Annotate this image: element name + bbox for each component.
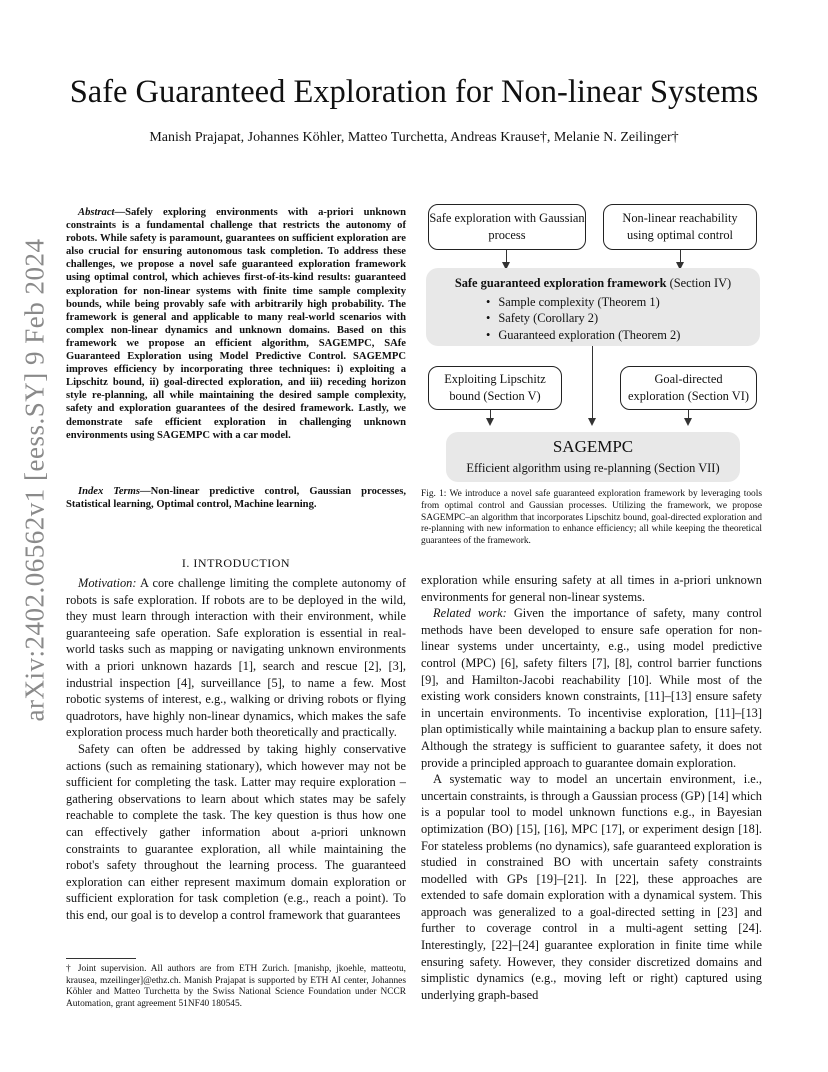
- framework-diagram: [420, 200, 765, 483]
- index-terms: [66, 485, 406, 511]
- framework-ref: (Section IV): [669, 276, 732, 290]
- author-list: Manish Prajapat, Johannes Köhler, Matteo Turchetta, Andreas Krause†, Melanie N. Zeilinger†: [149, 130, 679, 145]
- abstract-text: —Safely exploring environments with a-priori unknown constraints is a fundamental challenge that restricts the autonomy of robots. While safety is paramount, guarantees on sufficient exploration are also crucial for ensuring autonomous task completion. To address these challenges, we propose a novel safe guaranteed exploration framework using optimal control, which achieves first-of-its-kind results: guaranteed exploration for non-linear systems with finite time sample complexity bounds, while being provably safe with arbitrarily high probability. The framework is general and applicable to many real-world scenarios with complex non-linear dynamics and unknown domains. Based on this framework we propose an efficient algorithm, SAGEMPC, SAfe Guaranteed Exploration using Model Predictive Control. SAGEMPC improves efficiency by incorporating three techniques: i) exploiting a Lipschitz bound, ii) goal-directed exploration, and iii) receding horizon style re-planning, all while maintaining the desired sample complexity, safety and exploration guarantees of the desired framework. Lastly, we demonstrate safe efficient exploration in challenging unknown environments using SAGEMPC with a car model.: [66, 207, 406, 441]
- reachability-box: Non-linear reachability using optimal control: [603, 204, 757, 250]
- paragraph-text: A systematic way to model an uncertain environment, i.e., uncertain constraints, is through a Gaussian process (GP) [14] which is a popular tool to model unknown functions e.g., in Bayesian optimization (BO) [15], [16], MPC [17], or experiment design [18]. For stateless problems (no dynamics), safe guaranteed exploration is studied in constrained BO with uncertain safety constraints modelled with GPs [19]–[21]. In [22], these approaches are extended to safe domain exploration with a dynamical system. This approach was generalized to a goal-directed setting in [23] and further to coverage control in a multi-agent setting [24]. Interestingly, [22]–[24] guarantee exploration in finite time while ensuring safety. However, they consider discretized domains and simplistic dynamics (e.g., moving left or right) captured using underlying graph-based: [421, 772, 762, 1002]
- lipschitz-box: Exploiting Lipschitz bound (Section V): [428, 366, 562, 410]
- arrow-down-icon: [506, 250, 507, 268]
- paragraph-text: Given the importance of safety, many control methods have been developed to ensure safe operation for non-linear systems under uncertainty, e.g., using model predictive control (MPC) [6], safety filters [7], [8], control barrier functions [9], and Hamilton-Jacobi reachability [10]. While most of the existing work considers known constraints, [11]–[13] ensure safety in uncertain environments. To incentivise exploration, [11]–[13] plan optimistically while maintaining a backup plan to ensure safety. Although the strategy is sufficient to guarantee safety, it does not provide a principled approach to guarantee domain exploration.: [421, 606, 762, 770]
- arxiv-id: arXiv:2402.06562v1 [eess.SY] 9 Feb 2024: [19, 238, 50, 722]
- arrow-down-icon: [688, 410, 689, 424]
- paragraph-text: A core challenge limiting the complete autonomy of robots is safe exploration. If robots are to be deployed in the wild, they must learn through interaction with their environment, while guaranteeing safe operation. Safe exploration is essential in real-world tasks such as mapping or navigating unknown environments with a priori unknown hazards [1], search and rescue [2], [3], industrial inspection [4], surveillance [5], to name a few. Most robotic systems of interest, e.g., walking or driving robots or flying quadrotors, have highly non-linear dynamics, which makes the safe exploration process much harder both theoretically and practically.: [66, 576, 406, 740]
- figure-caption: Fig. 1: We introduce a novel safe guaranteed exploration framework by leveraging tools from optimal control and Gaussian processes. Utilizing the framework, we propose SAGEMPC–an algorithm that incorporates Lipschitz bound, goal-directed exploration and re-planning with new information to enhance efficiency; all while keeping the theoretical guarantees of the framework.: [421, 489, 762, 547]
- abstract-label: Abstract: [78, 207, 115, 218]
- left-column-body: [66, 575, 406, 923]
- framework-bullet: • Sample complexity (Theorem 1): [486, 294, 760, 311]
- framework-bullet: • Safety (Corollary 2): [486, 310, 760, 327]
- section-heading: I. INTRODUCTION: [181, 556, 291, 570]
- goal-directed-box: Goal-directed exploration (Section VI): [620, 366, 757, 410]
- paragraph-text: exploration while ensuring safety at all times in a-priori unknown environments for general non-linear systems.: [421, 573, 762, 604]
- sagempc-box: [446, 432, 740, 482]
- paper-title: Safe Guaranteed Exploration for Non-linear Systems: [69, 74, 759, 110]
- paragraph-label: Related work:: [433, 606, 507, 621]
- sagempc-title: SAGEMPC: [552, 437, 634, 456]
- arrow-down-icon: [490, 410, 491, 424]
- gp-box: Safe exploration with Gaussian process: [428, 204, 586, 250]
- framework-bullet: • Guaranteed exploration (Theorem 2): [486, 327, 760, 344]
- arxiv-watermark: [0, 0, 70, 1072]
- index-terms-label: Index Terms: [78, 486, 141, 497]
- right-column-body: [421, 572, 762, 1003]
- sagempc-subtitle: Efficient algorithm using re-planning (Section VII): [466, 461, 720, 475]
- index-terms-text: —Non-linear predictive control, Gaussian processes, Statistical learning, Optimal control, Machine learning.: [66, 486, 406, 511]
- paragraph-label: Motivation:: [78, 576, 137, 590]
- footnote: † Joint supervision. All authors are from ETH Zurich. [manishp, jkoehle, matteotu, krausea, mzeilinger]@ethz.ch. Manish Prajapat is supported by ETH AI center, Johannes Köhler and Matteo Turchetta by the Swiss National Science Foundation under NCCR Automation, grant agreement 51NF40 180545.: [66, 964, 406, 1009]
- footnote-rule: [66, 958, 136, 959]
- paragraph-text: Safety can often be addressed by taking highly conservative actions (such as remaining stationary), which however may not be sufficient for completing the task. Latter may require exploration – gathering observations to learn about which states may be safely reachable to complete the task. The key question is thus how one can effectively gather information about a-priori unknown constraints to guarantee exploration, all while maintaining the robot's safety throughout the learning process. The guaranteed exploration can either represent maximum domain exploration or sufficient exploration for task completion (e.g., reach a point). To this end, our goal is to develop a control framework that guarantees: [66, 741, 406, 922]
- abstract: [66, 206, 406, 442]
- arrow-down-icon: [592, 346, 593, 424]
- arrow-down-icon: [680, 250, 681, 268]
- framework-box: [426, 268, 760, 346]
- framework-title: Safe guaranteed exploration framework: [454, 276, 667, 290]
